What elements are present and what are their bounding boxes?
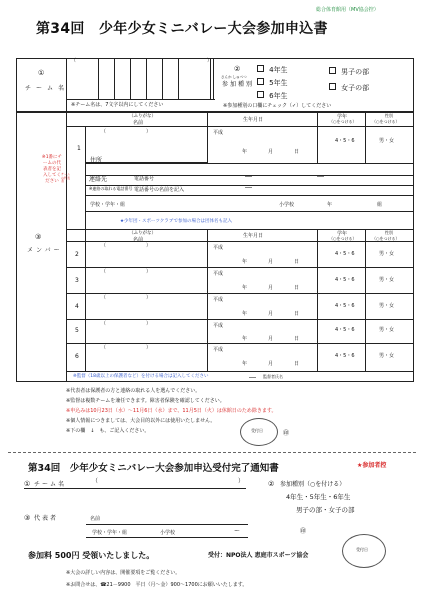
team-label: チーム名 — [25, 85, 70, 92]
notice-tag: ★参加者控 — [357, 462, 387, 469]
notice-title: 第34回 少年少女ミニバレー大会参加申込受付完了通知書 — [28, 463, 279, 474]
inquiry-2: ※お問合せは、☎21－9900 平日（月〜金）900〜1700にお願いいたします。 — [66, 582, 248, 588]
class-label: 参加種別 — [222, 81, 255, 88]
checkbox-6th[interactable] — [257, 91, 264, 98]
team-section: ① チーム名 （ ） ※チーム名は、7文字以内にしてください ② さんか しゅべつ 参加種別 4年生 5年生 6年生 男子の部 女子の部 ※参加種別の口欄にチェック（✓）してください — [16, 58, 414, 112]
seal-mark-1: ㊞ — [283, 430, 290, 437]
stamp-circle: 受付日 — [240, 418, 278, 446]
member-section: ※1番にチームの代表者を記入してください チームの代表者 ③ メンバー （ふりがな） 名前 生年月日 学年 （○をつける） 性別 （○をつける） 1 （ ） 平成 年 月 日 4・5・6 男・女 住所 連絡先 電話番号 ― ― ※連絡の取れる電話番号 電話番号の名前を記入 ― 学校・学年・組 小学校 年 組 ★少年団・スポーツクラブで参加の場合は団体名も記入 （ふりがな） 名前 生年月日 学年 （○をつける） 性別 （○をつける） 2 （ ） 平成 年 月 日 4・5・6 男・女 3 （ ） 平成 年 月 日 4・5・6 男・女 4 （ ） 平成 年 月 日 4・5・6 男・女 5 （ ） 平成 年 月 日 4・5・6 男・女 6 （ ） 平成 年 月 日 4・5・6 男・女 ※監督（18歳以上の保護者など）を付ける場合は記入してください ― 監督者氏名 — [16, 112, 414, 382]
check-6th[interactable]: 6年生 — [257, 83, 288, 102]
seal-mark-2: ㊞ — [300, 528, 307, 535]
address-label: 住所 — [90, 157, 103, 164]
note-4: ※個人情報につきましては、大会目的以外には使用いたしません。 — [66, 418, 216, 424]
notice-rep-label: 代表者 — [34, 515, 59, 522]
checkbox-boys[interactable] — [329, 67, 336, 74]
stamp-circle-2: 受付日 — [342, 534, 386, 568]
note-2: ※監督は複数チームを兼任できます。障害者保険を確認してください。 — [66, 398, 225, 404]
class-note: ※参加種別の口欄にチェック（✓）してください — [223, 103, 332, 109]
page-title: 第34回 少年少女ミニバレー大会参加申込書 — [36, 21, 328, 37]
member-label: メンバー — [27, 247, 63, 254]
control-badge: 総合体育館用（MV協会控） — [316, 7, 379, 13]
coach-note: ※監督（18歳以上の保護者など）を付ける場合は記入してください — [73, 374, 209, 379]
check-5th[interactable]: 5年生 — [257, 70, 288, 89]
note-5: ※下の欄 ↓ も、ご記入ください。 — [66, 428, 150, 434]
fee-text: 参加料 500円 受領いたしました。 — [28, 551, 155, 560]
team-name-note: ※チーム名は、7文字以内にしてください — [71, 102, 164, 108]
notice-team-label: チーム名 — [34, 481, 67, 488]
check-girls[interactable]: 女子の部 — [329, 75, 369, 94]
inquiry-1: ※大会の詳しい内容は、開催要項をご覧ください。 — [66, 570, 181, 576]
note-3: ※申込みは10月23日（水）〜11月6日（水）まで、11月5日（火）は休館日のため除きます。 — [66, 408, 277, 414]
checkbox-girls[interactable] — [329, 83, 336, 90]
org-text: 受付：NPO法人 恵庭市スポーツ協会 — [208, 552, 309, 559]
note-1: ※代表者は保護者の方と連絡の取れる人を選んでください。 — [66, 388, 201, 394]
sport-note: ★少年団・スポーツクラブで参加の場合は団体名も記入 — [120, 219, 232, 224]
side-note: ※1番にチームの代表者を記入してください — [41, 155, 63, 185]
check-4th[interactable]: 4年生 — [257, 57, 288, 76]
check-boys[interactable]: 男子の部 — [329, 59, 369, 78]
notice-class-label: 参加種別（○を付ける） — [280, 481, 346, 488]
team-number: ① — [38, 69, 45, 77]
